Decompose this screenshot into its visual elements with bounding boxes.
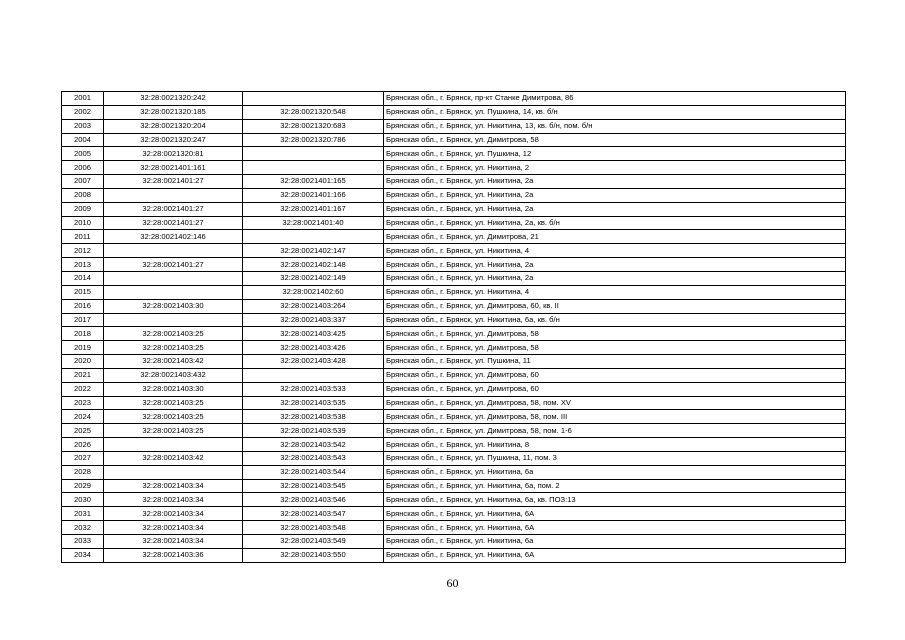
table-row — [62, 465, 846, 479]
address-cell: Брянская обл., г. Брянск, ул. Никитина, 6а, кв. б/н — [384, 313, 846, 327]
cadastral-number-premises-cell — [243, 147, 384, 161]
row-number-cell: 2022 — [62, 382, 104, 396]
cadastral-number-premises-cell: 32:28:0021403:539 — [243, 424, 384, 438]
row-number-cell: 2026 — [62, 438, 104, 452]
table-row — [62, 133, 846, 147]
cadastral-number-premises-cell: 32:28:0021403:546 — [243, 493, 384, 507]
cadastral-number-premises-cell: 32:28:0021402:147 — [243, 244, 384, 258]
address-cell: Брянская обл., г. Брянск, ул. Димитрова, 21 — [384, 230, 846, 244]
table-row — [62, 327, 846, 341]
row-number-cell: 2032 — [62, 521, 104, 535]
row-number-cell: 2012 — [62, 244, 104, 258]
cadastral-number-premises-cell: 32:28:0021403:426 — [243, 341, 384, 355]
cadastral-number-cell: 32:28:0021403:34 — [104, 535, 243, 549]
cadastral-number-cell: 32:28:0021320:204 — [104, 119, 243, 133]
cadastral-number-cell — [104, 188, 243, 202]
cadastral-number-premises-cell: 32:28:0021320:683 — [243, 119, 384, 133]
cadastral-number-premises-cell: 32:28:0021403:425 — [243, 327, 384, 341]
address-cell: Брянская обл., г. Брянск, ул. Никитина, 6А — [384, 548, 846, 562]
cadastral-number-cell: 32:28:0021403:34 — [104, 521, 243, 535]
cadastral-number-premises-cell: 32:28:0021403:538 — [243, 410, 384, 424]
cadastral-number-premises-cell: 32:28:0021320:786 — [243, 133, 384, 147]
cadastral-number-cell: 32:28:0021320:81 — [104, 147, 243, 161]
cadastral-number-cell: 32:28:0021402:146 — [104, 230, 243, 244]
table-row — [62, 244, 846, 258]
table-row — [62, 479, 846, 493]
cadastral-number-premises-cell: 32:28:0021403:264 — [243, 299, 384, 313]
cadastral-number-premises-cell: 32:28:0021403:549 — [243, 535, 384, 549]
cadastral-number-cell: 32:28:0021320:242 — [104, 92, 243, 106]
row-number-cell: 2013 — [62, 258, 104, 272]
cadastral-number-cell: 32:28:0021403:34 — [104, 479, 243, 493]
row-number-cell: 2028 — [62, 465, 104, 479]
cadastral-number-cell: 32:28:0021403:42 — [104, 355, 243, 369]
cadastral-number-cell: 32:28:0021401:27 — [104, 202, 243, 216]
address-cell: Брянская обл., г. Брянск, ул. Никитина, 6А — [384, 507, 846, 521]
table-row — [62, 271, 846, 285]
table-row — [62, 382, 846, 396]
cadastral-number-premises-cell: 32:28:0021403:543 — [243, 451, 384, 465]
cadastral-number-cell — [104, 438, 243, 452]
row-number-cell: 2021 — [62, 368, 104, 382]
row-number-cell: 2004 — [62, 133, 104, 147]
address-cell: Брянская обл., г. Брянск, ул. Никитина, 2а, кв. б/н — [384, 216, 846, 230]
cadastral-number-premises-cell: 32:28:0021403:535 — [243, 396, 384, 410]
cadastral-number-premises-cell: 32:28:0021402:148 — [243, 258, 384, 272]
address-cell: Брянская обл., г. Брянск, пр-кт Станке Димитрова, 86 — [384, 92, 846, 106]
table-row — [62, 161, 846, 175]
cadastral-number-premises-cell: 32:28:0021403:542 — [243, 438, 384, 452]
page-number: 60 — [446, 576, 459, 590]
table-row — [62, 216, 846, 230]
address-cell: Брянская обл., г. Брянск, ул. Никитина, 6А — [384, 521, 846, 535]
address-cell: Брянская обл., г. Брянск, ул. Пушкина, 14, кв. б/н — [384, 105, 846, 119]
row-number-cell: 2016 — [62, 299, 104, 313]
row-number-cell: 2029 — [62, 479, 104, 493]
cadastral-number-premises-cell: 32:28:0021403:548 — [243, 521, 384, 535]
table-row — [62, 396, 846, 410]
address-cell: Брянская обл., г. Брянск, ул. Никитина, 8 — [384, 438, 846, 452]
cadastral-number-cell: 32:28:0021403:25 — [104, 410, 243, 424]
row-number-cell: 2009 — [62, 202, 104, 216]
cadastral-number-cell: 32:28:0021403:34 — [104, 507, 243, 521]
address-cell: Брянская обл., г. Брянск, ул. Никитина, 13, кв. б/н, пом. б/н — [384, 119, 846, 133]
cadastral-number-cell: 32:28:0021320:247 — [104, 133, 243, 147]
cadastral-number-cell: 32:28:0021403:36 — [104, 548, 243, 562]
cadastral-number-premises-cell: 32:28:0021403:544 — [243, 465, 384, 479]
cadastral-number-premises-cell: 32:28:0021320:548 — [243, 105, 384, 119]
cadastral-number-premises-cell: 32:28:0021401:166 — [243, 188, 384, 202]
address-cell: Брянская обл., г. Брянск, ул. Никитина, 4 — [384, 285, 846, 299]
row-number-cell: 2010 — [62, 216, 104, 230]
address-cell: Брянская обл., г. Брянск, ул. Никитина, 4 — [384, 244, 846, 258]
row-number-cell: 2017 — [62, 313, 104, 327]
address-cell: Брянская обл., г. Брянск, ул. Никитина, 6а — [384, 465, 846, 479]
cadastral-number-cell — [104, 271, 243, 285]
row-number-cell: 2001 — [62, 92, 104, 106]
cadastral-number-cell: 32:28:0021401:27 — [104, 216, 243, 230]
row-number-cell: 2019 — [62, 341, 104, 355]
address-cell: Брянская обл., г. Брянск, ул. Пушкина, 11 — [384, 355, 846, 369]
row-number-cell: 2011 — [62, 230, 104, 244]
table-row — [62, 451, 846, 465]
table-row — [62, 493, 846, 507]
address-cell: Брянская обл., г. Брянск, ул. Никитина, 2а — [384, 258, 846, 272]
table-row — [62, 258, 846, 272]
table-row — [62, 175, 846, 189]
table-row — [62, 299, 846, 313]
address-cell: Брянская обл., г. Брянск, ул. Пушкина, 11, пом. 3 — [384, 451, 846, 465]
cadastral-number-cell: 32:28:0021403:25 — [104, 396, 243, 410]
cadastral-number-cell: 32:28:0021403:30 — [104, 299, 243, 313]
row-number-cell: 2015 — [62, 285, 104, 299]
cadastral-number-premises-cell: 32:28:0021402:60 — [243, 285, 384, 299]
cadastral-number-cell — [104, 244, 243, 258]
cadastral-number-premises-cell — [243, 368, 384, 382]
address-cell: Брянская обл., г. Брянск, ул. Димитрова, 58, пом. XV — [384, 396, 846, 410]
cadastral-number-cell: 32:28:0021403:42 — [104, 451, 243, 465]
address-cell: Брянская обл., г. Брянск, ул. Никитина, 2а — [384, 188, 846, 202]
registry-table — [61, 91, 846, 563]
row-number-cell: 2031 — [62, 507, 104, 521]
address-cell: Брянская обл., г. Брянск, ул. Никитина, 6а, кв. ПОЗ:13 — [384, 493, 846, 507]
table-row — [62, 424, 846, 438]
cadastral-number-premises-cell — [243, 92, 384, 106]
table-row — [62, 119, 846, 133]
row-number-cell: 2007 — [62, 175, 104, 189]
table-row — [62, 105, 846, 119]
cadastral-number-cell: 32:28:0021403:34 — [104, 493, 243, 507]
address-cell: Брянская обл., г. Брянск, ул. Димитрова, 58, пом. III — [384, 410, 846, 424]
address-cell: Брянская обл., г. Брянск, ул. Никитина, 6а, пом. 2 — [384, 479, 846, 493]
cadastral-number-cell — [104, 285, 243, 299]
cadastral-number-cell: 32:28:0021403:25 — [104, 327, 243, 341]
row-number-cell: 2023 — [62, 396, 104, 410]
cadastral-number-premises-cell: 32:28:0021403:533 — [243, 382, 384, 396]
table-row — [62, 341, 846, 355]
row-number-cell: 2014 — [62, 271, 104, 285]
cadastral-number-premises-cell: 32:28:0021403:547 — [243, 507, 384, 521]
address-cell: Брянская обл., г. Брянск, ул. Димитрова, 60 — [384, 368, 846, 382]
address-cell: Брянская обл., г. Брянск, ул. Димитрова, 58, пом. 1-6 — [384, 424, 846, 438]
registry-table-body — [62, 92, 846, 563]
cadastral-number-premises-cell: 32:28:0021401:165 — [243, 175, 384, 189]
cadastral-number-premises-cell: 32:28:0021403:550 — [243, 548, 384, 562]
address-cell: Брянская обл., г. Брянск, ул. Никитина, 2а — [384, 175, 846, 189]
table-row — [62, 368, 846, 382]
table-row — [62, 535, 846, 549]
table-row — [62, 507, 846, 521]
row-number-cell: 2008 — [62, 188, 104, 202]
cadastral-number-cell: 32:28:0021401:161 — [104, 161, 243, 175]
cadastral-number-cell: 32:28:0021403:432 — [104, 368, 243, 382]
address-cell: Брянская обл., г. Брянск, ул. Пушкина, 12 — [384, 147, 846, 161]
address-cell: Брянская обл., г. Брянск, ул. Никитина, 6а — [384, 535, 846, 549]
address-cell: Брянская обл., г. Брянск, ул. Никитина, 2а — [384, 202, 846, 216]
cadastral-number-cell: 32:28:0021401:27 — [104, 175, 243, 189]
cadastral-number-premises-cell: 32:28:0021403:428 — [243, 355, 384, 369]
row-number-cell: 2006 — [62, 161, 104, 175]
address-cell: Брянская обл., г. Брянск, ул. Никитина, 2 — [384, 161, 846, 175]
row-number-cell: 2018 — [62, 327, 104, 341]
table-row — [62, 188, 846, 202]
document-page — [61, 91, 845, 563]
table-row — [62, 313, 846, 327]
table-row — [62, 285, 846, 299]
cadastral-number-premises-cell — [243, 230, 384, 244]
cadastral-number-premises-cell: 32:28:0021403:337 — [243, 313, 384, 327]
row-number-cell: 2025 — [62, 424, 104, 438]
table-row — [62, 521, 846, 535]
cadastral-number-premises-cell: 32:28:0021401:40 — [243, 216, 384, 230]
table-row — [62, 92, 846, 106]
row-number-cell: 2034 — [62, 548, 104, 562]
row-number-cell: 2003 — [62, 119, 104, 133]
table-row — [62, 230, 846, 244]
row-number-cell: 2030 — [62, 493, 104, 507]
address-cell: Брянская обл., г. Брянск, ул. Димитрова, 58 — [384, 327, 846, 341]
row-number-cell: 2033 — [62, 535, 104, 549]
table-row — [62, 438, 846, 452]
table-row — [62, 202, 846, 216]
row-number-cell: 2024 — [62, 410, 104, 424]
row-number-cell: 2027 — [62, 451, 104, 465]
table-row — [62, 548, 846, 562]
row-number-cell: 2002 — [62, 105, 104, 119]
table-row — [62, 410, 846, 424]
address-cell: Брянская обл., г. Брянск, ул. Никитина, 2а — [384, 271, 846, 285]
address-cell: Брянская обл., г. Брянск, ул. Димитрова, 58 — [384, 133, 846, 147]
cadastral-number-cell: 32:28:0021403:25 — [104, 424, 243, 438]
cadastral-number-cell: 32:28:0021401:27 — [104, 258, 243, 272]
cadastral-number-premises-cell: 32:28:0021401:167 — [243, 202, 384, 216]
row-number-cell: 2005 — [62, 147, 104, 161]
cadastral-number-cell: 32:28:0021403:30 — [104, 382, 243, 396]
cadastral-number-cell: 32:28:0021320:185 — [104, 105, 243, 119]
cadastral-number-premises-cell — [243, 161, 384, 175]
table-row — [62, 147, 846, 161]
table-row — [62, 355, 846, 369]
address-cell: Брянская обл., г. Брянск, ул. Димитрова, 60, кв. II — [384, 299, 846, 313]
cadastral-number-cell: 32:28:0021403:25 — [104, 341, 243, 355]
address-cell: Брянская обл., г. Брянск, ул. Димитрова, 58 — [384, 341, 846, 355]
cadastral-number-premises-cell: 32:28:0021403:545 — [243, 479, 384, 493]
cadastral-number-cell — [104, 313, 243, 327]
address-cell: Брянская обл., г. Брянск, ул. Димитрова, 60 — [384, 382, 846, 396]
row-number-cell: 2020 — [62, 355, 104, 369]
cadastral-number-premises-cell: 32:28:0021402:149 — [243, 271, 384, 285]
cadastral-number-cell — [104, 465, 243, 479]
